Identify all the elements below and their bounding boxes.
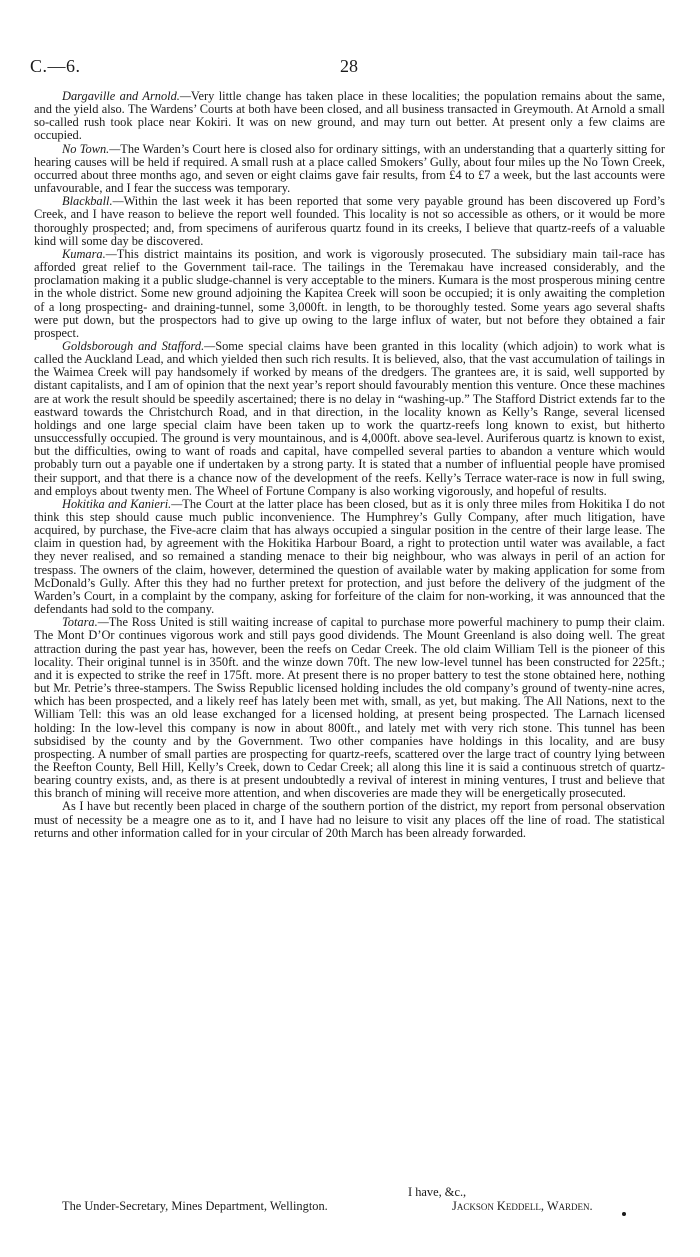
addressee: The Under-Secretary, Mines Department, Wellington.: [62, 1199, 328, 1213]
section-heading: Dargaville and Arnold.—: [62, 89, 191, 103]
paragraph-no-town: [34, 143, 665, 196]
paragraph-text: Some special claims have been granted in this locality (which adjoin) to work what is called the Auckland Lead, and which yielded then such rich results. It is believed, also, that the vast accumulation of tailings in the Waimea Creek will pay handsomely if worked by means of the dredgers. The grantees are, it is said, well supported by distant capitalists, and I am of opinion that the next year’s report should favourably mention this venture. Once these machines are at work the result should be speedily ascertained; there is no delay in “washing-up.” The Stafford District extends far to the eastward towards the Christchurch Road, and in that direction, in the locality known as Kelly’s Range, several licensed holdings and one large special claim have been taken up to work the quartz-reefs long known to exist, but hitherto unsuccessfully occupied. The ground is very mountainous, and is 4,000ft. above sea-level. Auriferous quartz is known to exist, but the difficulties, owing to want of roads and capital, have compelled several parties to abandon a venture which would probably turn out a payable one if undertaken by a strong party. It is stated that a number of influential people have promised their support, and that there is a chance now of the development of the reefs. Kelly’s Terrace water-race is now in full swing, and employs about twenty men. The Wheel of Fortune Company is also working vigorously, and hopeful of results.: [34, 338, 665, 498]
paragraph-text: Very little change has taken place in these localities; the population remains about the same, and the yield also. The Wardens’ Courts at both have been closed, and all business transacted in Greymouth. At Arnold a small so-called rush took place near Kokiri. It was on new ground, and may turn out better. At present only a few claims are occupied.: [34, 89, 665, 143]
paragraph-text: The Court at the latter place has been closed, but as it is only three miles from Hokitika I do not think this step should cause much public inconvenience. The Humphrey’s Gully Company, after much litigation, have acquired, by purchase, the Five-acre claim that has always occupied a singular position in the centre of their large lease. The claim in question had, by agreement with the Hokitika Harbour Board, a right to protection until water was available, a fact they never realised, and so remained a standing menace to their big neighbour, who was always in peril of an action for trespass. The owners of the claim, however, determined the question of available water by making application for some from McDonald’s Gully. After this they had no further pretext for protection, and just before the delivery of the judgment of the Warden’s Court, in a complaint by the company, asking for forfeiture of the claim for non-working, it was announced that the defendants had sold to the company.: [34, 496, 665, 617]
print-mark: [622, 1212, 626, 1216]
paragraph-text: This district maintains its position, and work is vigorously prosecuted. The subsidiary main tail-race has afforded great relief to the Government tail-race. The tailings in the Teremakau have increased considerably, and the proclamation making it a public sludge-channel is very acceptable to the miners. Kumara is the most prosperous mining centre in the whole district. Some new ground adjoining the Kapitea Creek will soon be occupied; it is only awaiting the completion of a long prospecting- and draining-tunnel, some 3,000ft. in length, to be thoroughly tested. Some years ago several shafts were put down, but the prospectors had to give up owing to the large influx of water, but not before they obtained a fair prospect.: [34, 246, 665, 340]
section-heading: Totara.—: [62, 615, 109, 630]
paragraph-totara: [34, 616, 665, 800]
paragraph-text: The Ross United is still waiting increase of capital to purchase more powerful machinery to pump their claim. The Mont D’Or continues vigorous work and still pays good dividends. The Mount Greenland is also doing well. The great attraction during the past year has, however, been the reefs on Cedar Creek. The old claim William Tell is the pioneer of this locality. Their original tunnel is in 350ft. and the winze down 70ft. The new low-level tunnel has been constructed for 225ft.; and it is expected to strike the reef in 175ft. more. At present there is no proper battery to test the stone obtained here, nothing but Mr. Petrie’s three-stampers. The Swiss Republic licensed holding includes the old company’s ground of twenty-nine acres, which has been prospected, and a likely reef has lately been met with, small, as yet, but making. The All Nations, next to the William Tell: this was an old lease exchanged for a licensed holding, at present being prospected. The Larnach licensed holding: In the low-level this company is now in about 800ft., and lately met with very rich stone. This tunnel has been subsidised by the county and by the Government. Two other companies have holdings in this locality, and are busy prospecting. A number of small parties are prospecting for quartz-reefs, scattered over the large tract of country lying between the Reefton County, Bell Hill, Kelly’s Creek, down to Cedar Creek; all along this line it is said a continuous stretch of quartz-bearing country exists, and, as there is at present undoubtedly a revival of interest in mining ventures, I trust and believe that this branch of mining will receive more attention, and when discoveries are made they will be energetically prosecuted.: [34, 615, 665, 801]
page-number: 28: [340, 56, 358, 76]
document-reference: C.—6.: [30, 56, 81, 76]
page-header: [30, 56, 670, 80]
report-body: [34, 90, 665, 840]
letter-closing: [34, 1185, 665, 1215]
paragraph-hokitika: [34, 498, 665, 616]
address-row: [34, 1199, 665, 1215]
section-heading: No Town.—: [62, 141, 121, 156]
paragraph-conclusion: [34, 800, 665, 839]
salutation: I have, &c.,: [408, 1185, 467, 1199]
section-heading: Blackball.—: [62, 194, 124, 209]
section-heading: Hokitika and Kanieri.—: [62, 496, 183, 511]
paragraph-dargaville: [34, 90, 665, 143]
paragraph-blackball: [34, 195, 665, 248]
signature: Jackson Keddell, Warden.: [452, 1199, 593, 1213]
paragraph-goldsborough: [34, 340, 665, 498]
paragraph-text: Within the last week it has been reported that some very payable ground has been discovered up Ford’s Creek, and I have reason to believe the report well founded. This locality is not so accessible as others, or it would be more thoroughly prospected; and, from specimens of auriferous quartz found in its creeks, I believe that quartz-reefs of a valuable kind will some day be discovered.: [34, 194, 665, 248]
paragraph-text: As I have but recently been placed in charge of the southern portion of the district, my report from personal observation must of necessity be a meagre one as to it, and I have had no leisure to visit any places off the line of road. The statistical returns and other information called for in your circular of 20th March has been already forwarded.: [34, 799, 665, 840]
paragraph-text: The Warden’s Court here is closed also for ordinary sittings, with an understanding that a quarterly sitting for hearing causes will be held if required. A small rush at a place called Smokers’ Gully, about four miles up the No Town Creek, occurred about three months ago, and seven or eight claims gave fair results, from £4 to £7 a week, but the last accounts were unfavourable, and I fear the success was temporary.: [34, 141, 665, 196]
section-heading: Goldsborough and Stafford.—: [62, 338, 216, 353]
section-heading: Kumara.—: [62, 246, 117, 261]
paragraph-kumara: [34, 248, 665, 340]
